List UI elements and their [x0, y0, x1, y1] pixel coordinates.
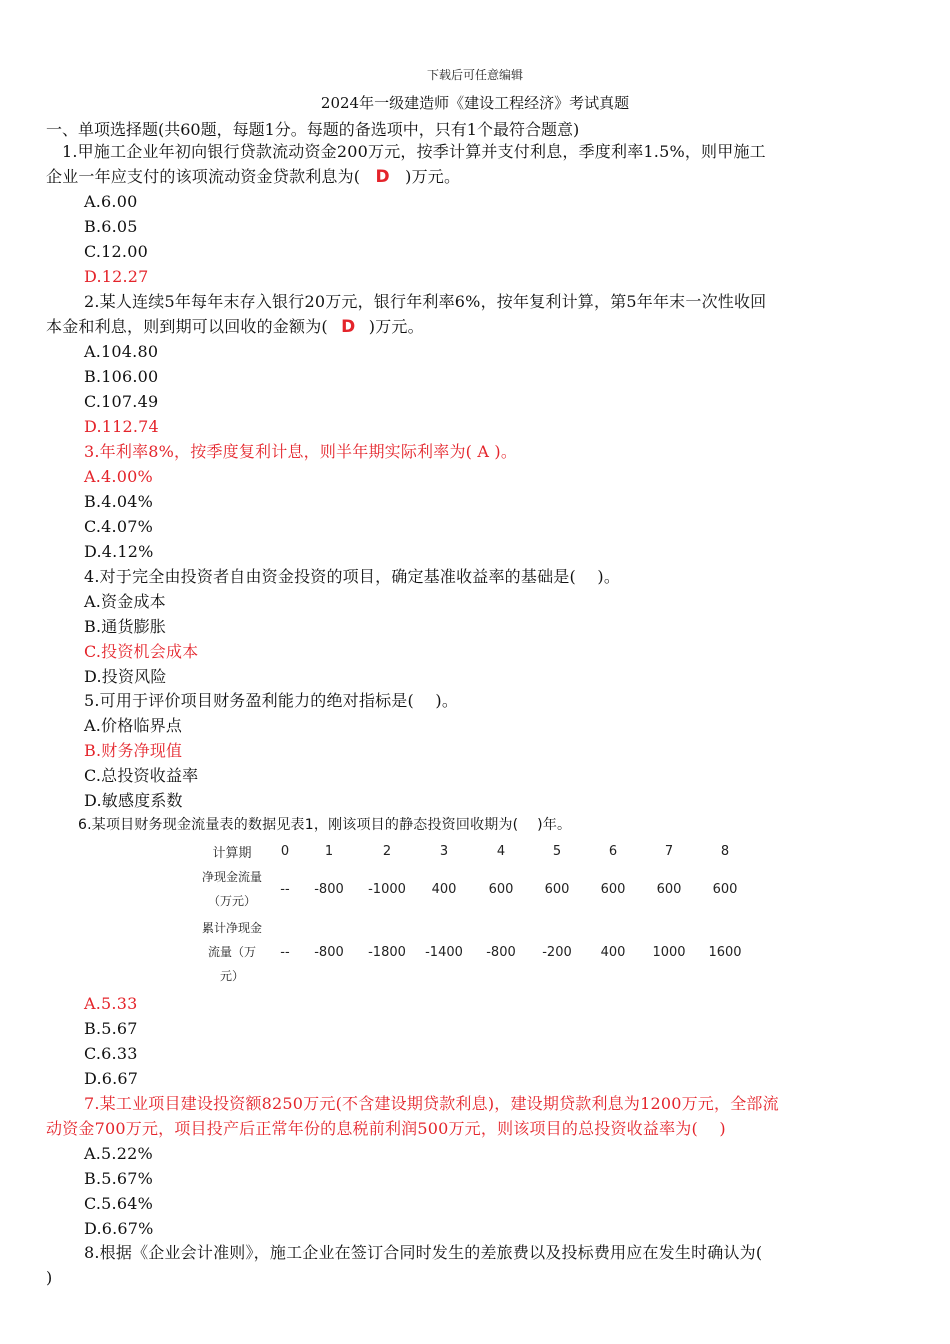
q3-option-b: B.4.04%	[84, 492, 154, 511]
table-period: 2	[382, 843, 392, 859]
watermark-text: 下载后可任意编辑	[426, 68, 523, 82]
q2-stem-pre: 本金和利息，则到期可以回收的金额为(	[46, 317, 328, 336]
table-period: 7	[664, 843, 674, 859]
q1-option-d: D.12.27	[84, 267, 149, 286]
q2-option-b: B.106.00	[84, 367, 159, 386]
table-period: 5	[552, 843, 562, 859]
table-cell: 600	[712, 881, 738, 897]
row-label-net-cash-flow	[190, 864, 274, 914]
q2-answer: D	[341, 317, 356, 337]
q2-option-c: C.107.49	[84, 392, 159, 411]
table-cell: -1800	[368, 944, 406, 960]
table-period: 8	[720, 843, 730, 859]
q1-option-b: B.6.05	[84, 217, 138, 236]
row-label-cumulative-cash-flow	[190, 914, 274, 990]
table-cell: 1000	[652, 944, 686, 960]
table-period: 0	[280, 843, 290, 859]
q1-stem-pre: 企业一年应支付的该项流动资金贷款利息为(	[46, 167, 361, 186]
q6-option-b: B.5.67	[84, 1019, 138, 1038]
table-period: 1	[324, 843, 334, 859]
q1-stem-line1: 1.甲施工企业年初向银行贷款流动资金200万元，按季计算并支付利息，季度利率1.5%，则甲施工	[62, 142, 766, 161]
q2-stem-post: )万元。	[368, 317, 424, 336]
table-period: 4	[496, 843, 506, 859]
q4-option-d: D.投资风险	[84, 667, 167, 686]
q2-stem-line1: 2.某人连续5年每年末存入银行20万元，银行年利率6%，按年复利计算，第5年年末一次性收回	[84, 292, 767, 311]
table-header-row	[190, 838, 750, 864]
table-cell: 600	[544, 881, 570, 897]
q1-option-c: C.12.00	[84, 242, 148, 261]
q4-option-b: B.通货膨胀	[84, 617, 167, 636]
table-cell: 600	[488, 881, 514, 897]
table-cell: -1400	[425, 944, 463, 960]
table-header-label: 计算期	[212, 845, 252, 861]
row-label-line: （万元）	[207, 894, 256, 908]
q4-option-c: C.投资机会成本	[84, 642, 199, 661]
q3-option-c: C.4.07%	[84, 517, 153, 536]
q2-option-a: A.104.80	[84, 342, 159, 361]
q5-option-a: A.价格临界点	[84, 716, 183, 735]
q7-option-d: D.6.67%	[84, 1219, 154, 1238]
row-label-line: 元）	[219, 969, 244, 983]
q1-answer: D	[375, 167, 390, 187]
table-row	[190, 914, 750, 990]
q6-option-a: A.5.33	[84, 994, 138, 1013]
q1-option-a: A.6.00	[84, 192, 138, 211]
q6-stem: 6.某项目财务现金流量表的数据见表1，刚该项目的静态投资回收期为( )年。	[78, 817, 572, 833]
q7-option-a: A.5.22%	[84, 1144, 153, 1163]
table-cell: 400	[431, 881, 457, 897]
table-row	[190, 864, 750, 914]
table-cell: --	[280, 944, 290, 960]
section-heading: 一、单项选择题(共60题，每题1分。每题的备选项中，只有1个最符合题意)	[46, 120, 580, 139]
table-cell: 600	[600, 881, 626, 897]
q5-option-c: C.总投资收益率	[84, 766, 199, 785]
table-cell: --	[280, 881, 290, 897]
table-cell: -800	[314, 881, 344, 897]
row-label-line: 净现金流量	[201, 870, 262, 884]
q8-stem-line1: 8.根据《企业会计准则》，施工企业在签订合同时发生的差旅费以及投标费用应在发生时确认为(	[84, 1243, 763, 1262]
table-cell: 400	[600, 944, 626, 960]
q7-option-b: B.5.67%	[84, 1169, 154, 1188]
q3-option-d: D.4.12%	[84, 542, 154, 561]
table-cell: 1600	[708, 944, 742, 960]
q3-stem: 3.年利率8%，按季度复利计息，则半年期实际利率为( A )。	[84, 442, 518, 461]
page-title: 2024年一级建造师《建设工程经济》考试真题	[320, 94, 630, 112]
row-label-line: 累计净现金	[201, 921, 262, 935]
table-cell: -800	[486, 944, 516, 960]
q7-stem-line1: 7.某工业项目建设投资额8250万元(不含建设期贷款利息)，建设期贷款利息为1200万元，全部流	[84, 1094, 779, 1113]
q4-option-a: A.资金成本	[84, 592, 166, 611]
table-cell: 600	[656, 881, 682, 897]
table-period: 6	[608, 843, 618, 859]
table-cell: -1000	[368, 881, 406, 897]
q1-stem-post: )万元。	[405, 167, 461, 186]
q5-stem: 5.可用于评价项目财务盈利能力的绝对指标是( )。	[84, 691, 459, 710]
q5-option-b: B.财务净现值	[84, 741, 183, 760]
cash-flow-table	[190, 838, 750, 990]
q7-option-c: C.5.64%	[84, 1194, 153, 1213]
q2-option-d: D.112.74	[84, 417, 159, 436]
q6-option-c: C.6.33	[84, 1044, 138, 1063]
table-cell: -200	[542, 944, 572, 960]
q7-stem-line2: 动资金700万元，项目投产后正常年份的息税前利润500万元，则该项目的总投资收益率为( )	[46, 1119, 726, 1138]
table-cell: -800	[314, 944, 344, 960]
q5-option-d: D.敏感度系数	[84, 791, 183, 810]
q3-option-a: A.4.00%	[84, 467, 153, 486]
q6-option-d: D.6.67	[84, 1069, 139, 1088]
row-label-line: 流量（万	[207, 945, 256, 959]
q2-stem-line2	[46, 316, 424, 338]
q1-stem-line2	[46, 166, 460, 188]
q8-stem-line2: )	[46, 1268, 53, 1287]
table-period: 3	[439, 843, 449, 859]
q4-stem: 4.对于完全由投资者自由资金投资的项目，确定基准收益率的基础是( )。	[84, 567, 621, 586]
